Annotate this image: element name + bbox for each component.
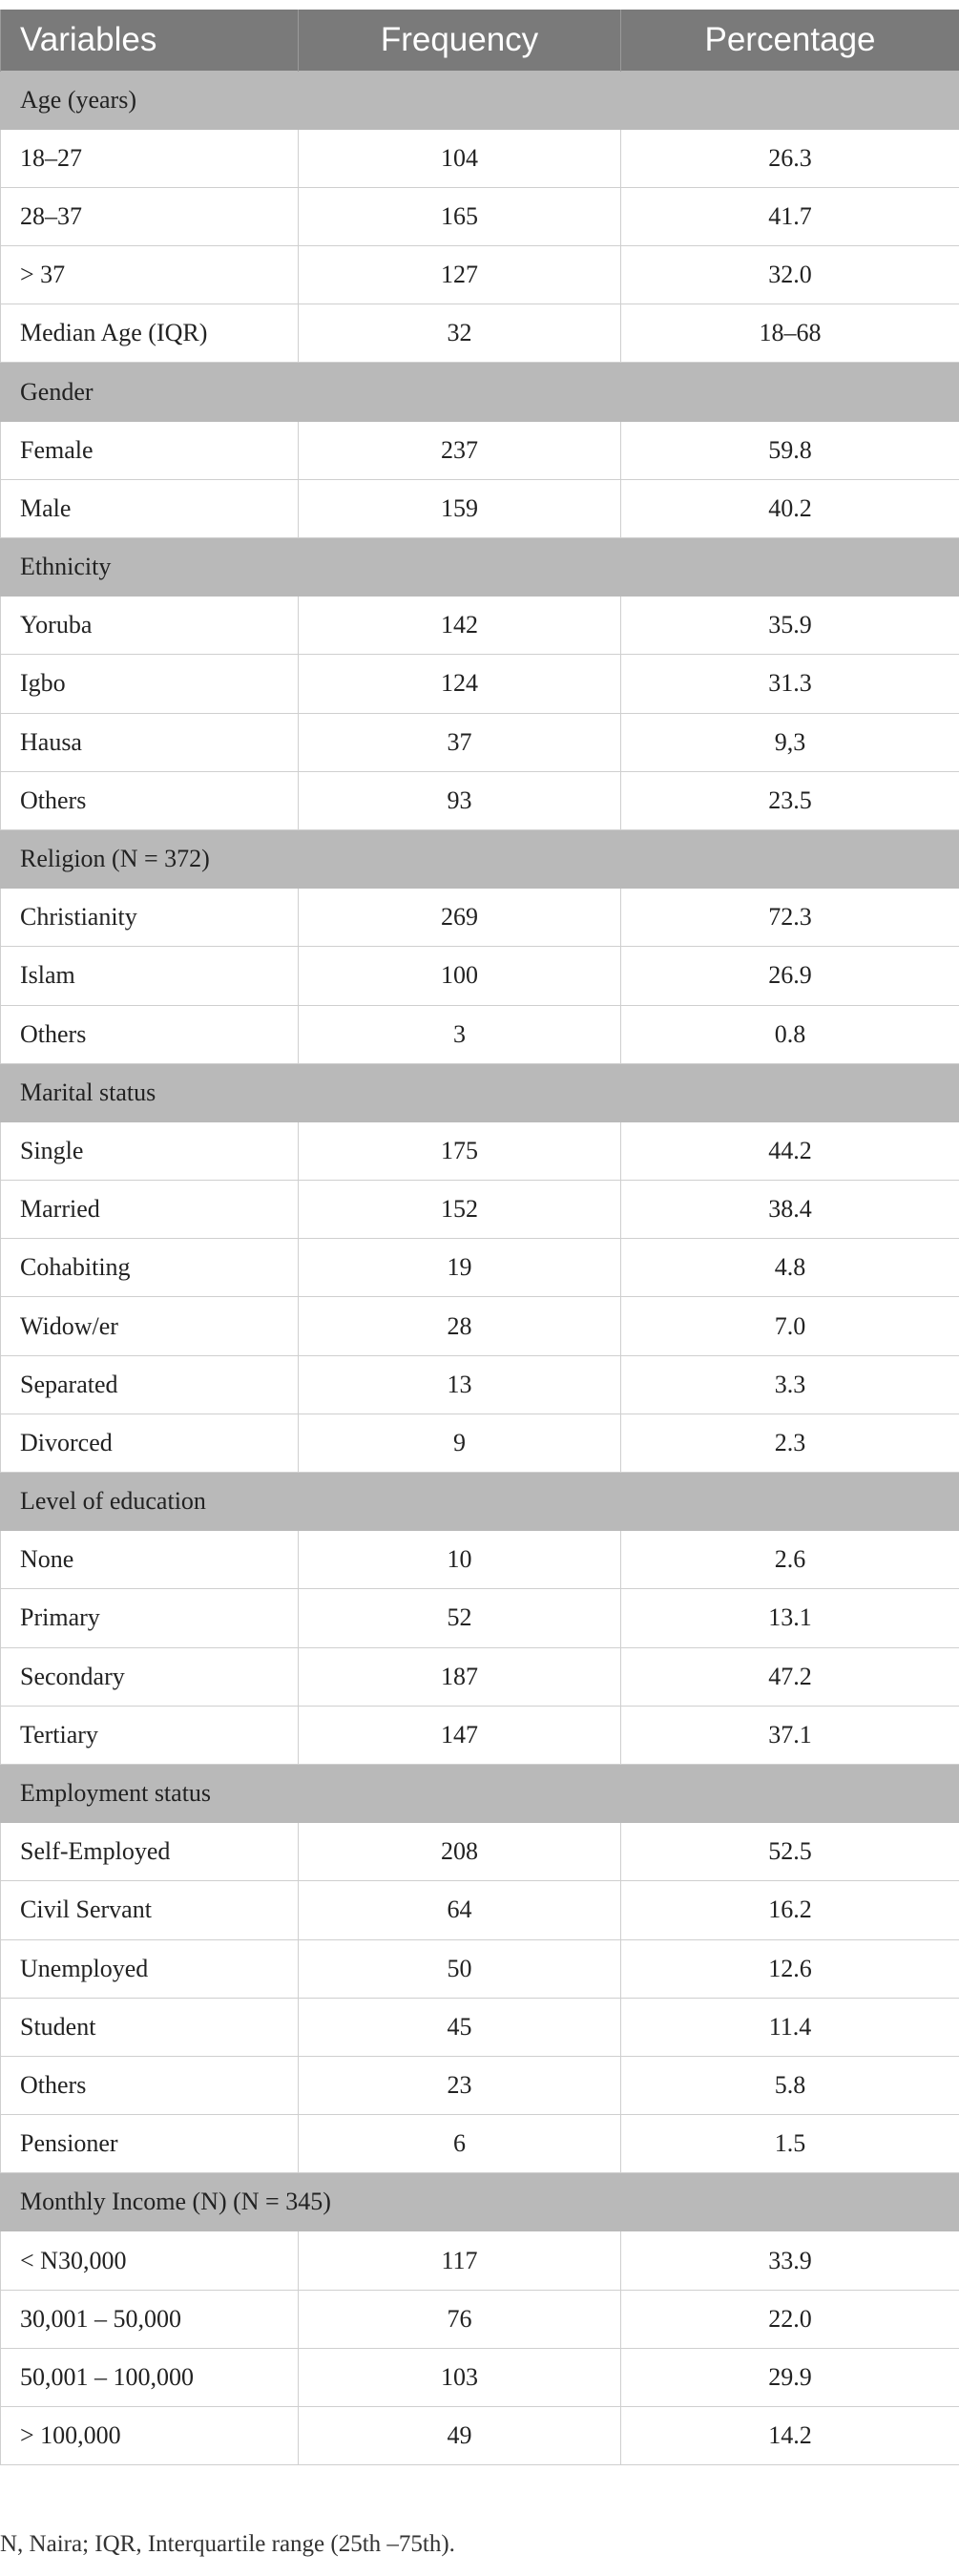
variable-cell: Student bbox=[1, 1998, 299, 2056]
section-row bbox=[1, 829, 959, 888]
section-row bbox=[1, 538, 959, 597]
table-header bbox=[1, 10, 959, 71]
frequency-cell: 23 bbox=[299, 2056, 621, 2114]
percentage-cell: 12.6 bbox=[621, 1939, 959, 1998]
variable-cell: Male bbox=[1, 479, 299, 537]
table-row bbox=[1, 246, 959, 304]
frequency-cell: 28 bbox=[299, 1297, 621, 1355]
percentage-cell: 72.3 bbox=[621, 889, 959, 947]
frequency-cell: 19 bbox=[299, 1239, 621, 1297]
variable-cell: None bbox=[1, 1531, 299, 1589]
percentage-cell: 47.2 bbox=[621, 1647, 959, 1706]
frequency-cell: 64 bbox=[299, 1881, 621, 1939]
frequency-cell: 159 bbox=[299, 479, 621, 537]
frequency-cell: 237 bbox=[299, 421, 621, 479]
variable-cell: < N30,000 bbox=[1, 2231, 299, 2290]
variable-cell: 50,001 – 100,000 bbox=[1, 2348, 299, 2406]
table-row bbox=[1, 1998, 959, 2056]
frequency-cell: 93 bbox=[299, 771, 621, 829]
section-label: Marital status bbox=[1, 1063, 959, 1121]
table-row bbox=[1, 1181, 959, 1239]
variable-cell: Hausa bbox=[1, 713, 299, 771]
section-row bbox=[1, 1764, 959, 1822]
percentage-cell: 3.3 bbox=[621, 1355, 959, 1414]
frequency-cell: 6 bbox=[299, 2115, 621, 2173]
percentage-cell: 18–68 bbox=[621, 304, 959, 363]
variable-cell: Islam bbox=[1, 947, 299, 1005]
frequency-cell: 127 bbox=[299, 246, 621, 304]
section-row bbox=[1, 1473, 959, 1531]
header-variables: Variables bbox=[1, 10, 299, 71]
variable-cell: Median Age (IQR) bbox=[1, 304, 299, 363]
percentage-cell: 2.3 bbox=[621, 1414, 959, 1472]
frequency-cell: 37 bbox=[299, 713, 621, 771]
table-row bbox=[1, 129, 959, 187]
table-row bbox=[1, 655, 959, 713]
variable-cell: Igbo bbox=[1, 655, 299, 713]
table-row bbox=[1, 2115, 959, 2173]
table-row bbox=[1, 1531, 959, 1589]
section-row bbox=[1, 1063, 959, 1121]
section-label: Age (years) bbox=[1, 71, 959, 129]
frequency-cell: 10 bbox=[299, 1531, 621, 1589]
percentage-cell: 22.0 bbox=[621, 2290, 959, 2348]
percentage-cell: 52.5 bbox=[621, 1823, 959, 1881]
variable-cell: Christianity bbox=[1, 889, 299, 947]
percentage-cell: 5.8 bbox=[621, 2056, 959, 2114]
variable-cell: 28–37 bbox=[1, 187, 299, 245]
table-row bbox=[1, 1414, 959, 1472]
frequency-cell: 208 bbox=[299, 1823, 621, 1881]
percentage-cell: 32.0 bbox=[621, 246, 959, 304]
variable-cell: Self-Employed bbox=[1, 1823, 299, 1881]
variable-cell: Pensioner bbox=[1, 2115, 299, 2173]
variable-cell: Others bbox=[1, 1005, 299, 1063]
variable-cell: 18–27 bbox=[1, 129, 299, 187]
variable-cell: Married bbox=[1, 1181, 299, 1239]
frequency-cell: 269 bbox=[299, 889, 621, 947]
variable-cell: Widow/er bbox=[1, 1297, 299, 1355]
table-row bbox=[1, 771, 959, 829]
section-label: Monthly Income (N) (N = 345) bbox=[1, 2173, 959, 2231]
percentage-cell: 16.2 bbox=[621, 1881, 959, 1939]
section-label: Religion (N = 372) bbox=[1, 829, 959, 888]
frequency-cell: 117 bbox=[299, 2231, 621, 2290]
section-label: Employment status bbox=[1, 1764, 959, 1822]
table-row bbox=[1, 2056, 959, 2114]
variable-cell: Unemployed bbox=[1, 1939, 299, 1998]
frequency-cell: 147 bbox=[299, 1706, 621, 1764]
percentage-cell: 59.8 bbox=[621, 421, 959, 479]
frequency-cell: 9 bbox=[299, 1414, 621, 1472]
section-label: Level of education bbox=[1, 1473, 959, 1531]
percentage-cell: 26.9 bbox=[621, 947, 959, 1005]
table-row bbox=[1, 2231, 959, 2290]
frequency-cell: 76 bbox=[299, 2290, 621, 2348]
variable-cell: Tertiary bbox=[1, 1706, 299, 1764]
table-row bbox=[1, 304, 959, 363]
table-row bbox=[1, 1881, 959, 1939]
percentage-cell: 35.9 bbox=[621, 597, 959, 655]
variable-cell: Separated bbox=[1, 1355, 299, 1414]
table-row bbox=[1, 2290, 959, 2348]
variable-cell: Female bbox=[1, 421, 299, 479]
table-row bbox=[1, 1589, 959, 1647]
table-row bbox=[1, 947, 959, 1005]
table-footnote: N, Naira; IQR, Interquartile range (25th –75th). bbox=[0, 2531, 455, 2557]
frequency-cell: 103 bbox=[299, 2348, 621, 2406]
percentage-cell: 0.8 bbox=[621, 1005, 959, 1063]
percentage-cell: 26.3 bbox=[621, 129, 959, 187]
header-frequency: Frequency bbox=[299, 10, 621, 71]
table-row bbox=[1, 889, 959, 947]
variable-cell: Secondary bbox=[1, 1647, 299, 1706]
frequency-cell: 142 bbox=[299, 597, 621, 655]
table-row bbox=[1, 1823, 959, 1881]
frequency-cell: 104 bbox=[299, 129, 621, 187]
table-row bbox=[1, 1005, 959, 1063]
variable-cell: Single bbox=[1, 1121, 299, 1180]
variable-cell: Yoruba bbox=[1, 597, 299, 655]
table-body bbox=[1, 71, 959, 2465]
table-row bbox=[1, 2348, 959, 2406]
frequency-cell: 175 bbox=[299, 1121, 621, 1180]
table-row bbox=[1, 1355, 959, 1414]
percentage-cell: 23.5 bbox=[621, 771, 959, 829]
table-row bbox=[1, 479, 959, 537]
variable-cell: 30,001 – 50,000 bbox=[1, 2290, 299, 2348]
percentage-cell: 37.1 bbox=[621, 1706, 959, 1764]
table-row bbox=[1, 597, 959, 655]
variable-cell: > 100,000 bbox=[1, 2407, 299, 2465]
section-row bbox=[1, 71, 959, 129]
percentage-cell: 9,3 bbox=[621, 713, 959, 771]
table-row bbox=[1, 1647, 959, 1706]
table-row bbox=[1, 1706, 959, 1764]
frequency-cell: 50 bbox=[299, 1939, 621, 1998]
frequency-cell: 152 bbox=[299, 1181, 621, 1239]
demographics-table-container bbox=[0, 10, 959, 2465]
frequency-cell: 165 bbox=[299, 187, 621, 245]
frequency-cell: 13 bbox=[299, 1355, 621, 1414]
table-row bbox=[1, 2407, 959, 2465]
section-label: Gender bbox=[1, 363, 959, 421]
section-label: Ethnicity bbox=[1, 538, 959, 597]
frequency-cell: 124 bbox=[299, 655, 621, 713]
percentage-cell: 14.2 bbox=[621, 2407, 959, 2465]
percentage-cell: 33.9 bbox=[621, 2231, 959, 2290]
table-row bbox=[1, 713, 959, 771]
header-percentage: Percentage bbox=[621, 10, 959, 71]
percentage-cell: 2.6 bbox=[621, 1531, 959, 1589]
percentage-cell: 31.3 bbox=[621, 655, 959, 713]
table-row bbox=[1, 1239, 959, 1297]
table-row bbox=[1, 1297, 959, 1355]
variable-cell: Primary bbox=[1, 1589, 299, 1647]
variable-cell: Civil Servant bbox=[1, 1881, 299, 1939]
demographics-table bbox=[0, 10, 959, 2465]
percentage-cell: 38.4 bbox=[621, 1181, 959, 1239]
header-row bbox=[1, 10, 959, 71]
percentage-cell: 29.9 bbox=[621, 2348, 959, 2406]
percentage-cell: 44.2 bbox=[621, 1121, 959, 1180]
variable-cell: Others bbox=[1, 771, 299, 829]
section-row bbox=[1, 363, 959, 421]
variable-cell: > 37 bbox=[1, 246, 299, 304]
frequency-cell: 187 bbox=[299, 1647, 621, 1706]
frequency-cell: 100 bbox=[299, 947, 621, 1005]
frequency-cell: 32 bbox=[299, 304, 621, 363]
table-row bbox=[1, 187, 959, 245]
table-row bbox=[1, 1939, 959, 1998]
percentage-cell: 13.1 bbox=[621, 1589, 959, 1647]
frequency-cell: 3 bbox=[299, 1005, 621, 1063]
table-row bbox=[1, 1121, 959, 1180]
percentage-cell: 40.2 bbox=[621, 479, 959, 537]
variable-cell: Cohabiting bbox=[1, 1239, 299, 1297]
percentage-cell: 41.7 bbox=[621, 187, 959, 245]
table-row bbox=[1, 421, 959, 479]
section-row bbox=[1, 2173, 959, 2231]
variable-cell: Others bbox=[1, 2056, 299, 2114]
percentage-cell: 1.5 bbox=[621, 2115, 959, 2173]
variable-cell: Divorced bbox=[1, 1414, 299, 1472]
frequency-cell: 45 bbox=[299, 1998, 621, 2056]
percentage-cell: 4.8 bbox=[621, 1239, 959, 1297]
frequency-cell: 49 bbox=[299, 2407, 621, 2465]
percentage-cell: 11.4 bbox=[621, 1998, 959, 2056]
percentage-cell: 7.0 bbox=[621, 1297, 959, 1355]
frequency-cell: 52 bbox=[299, 1589, 621, 1647]
